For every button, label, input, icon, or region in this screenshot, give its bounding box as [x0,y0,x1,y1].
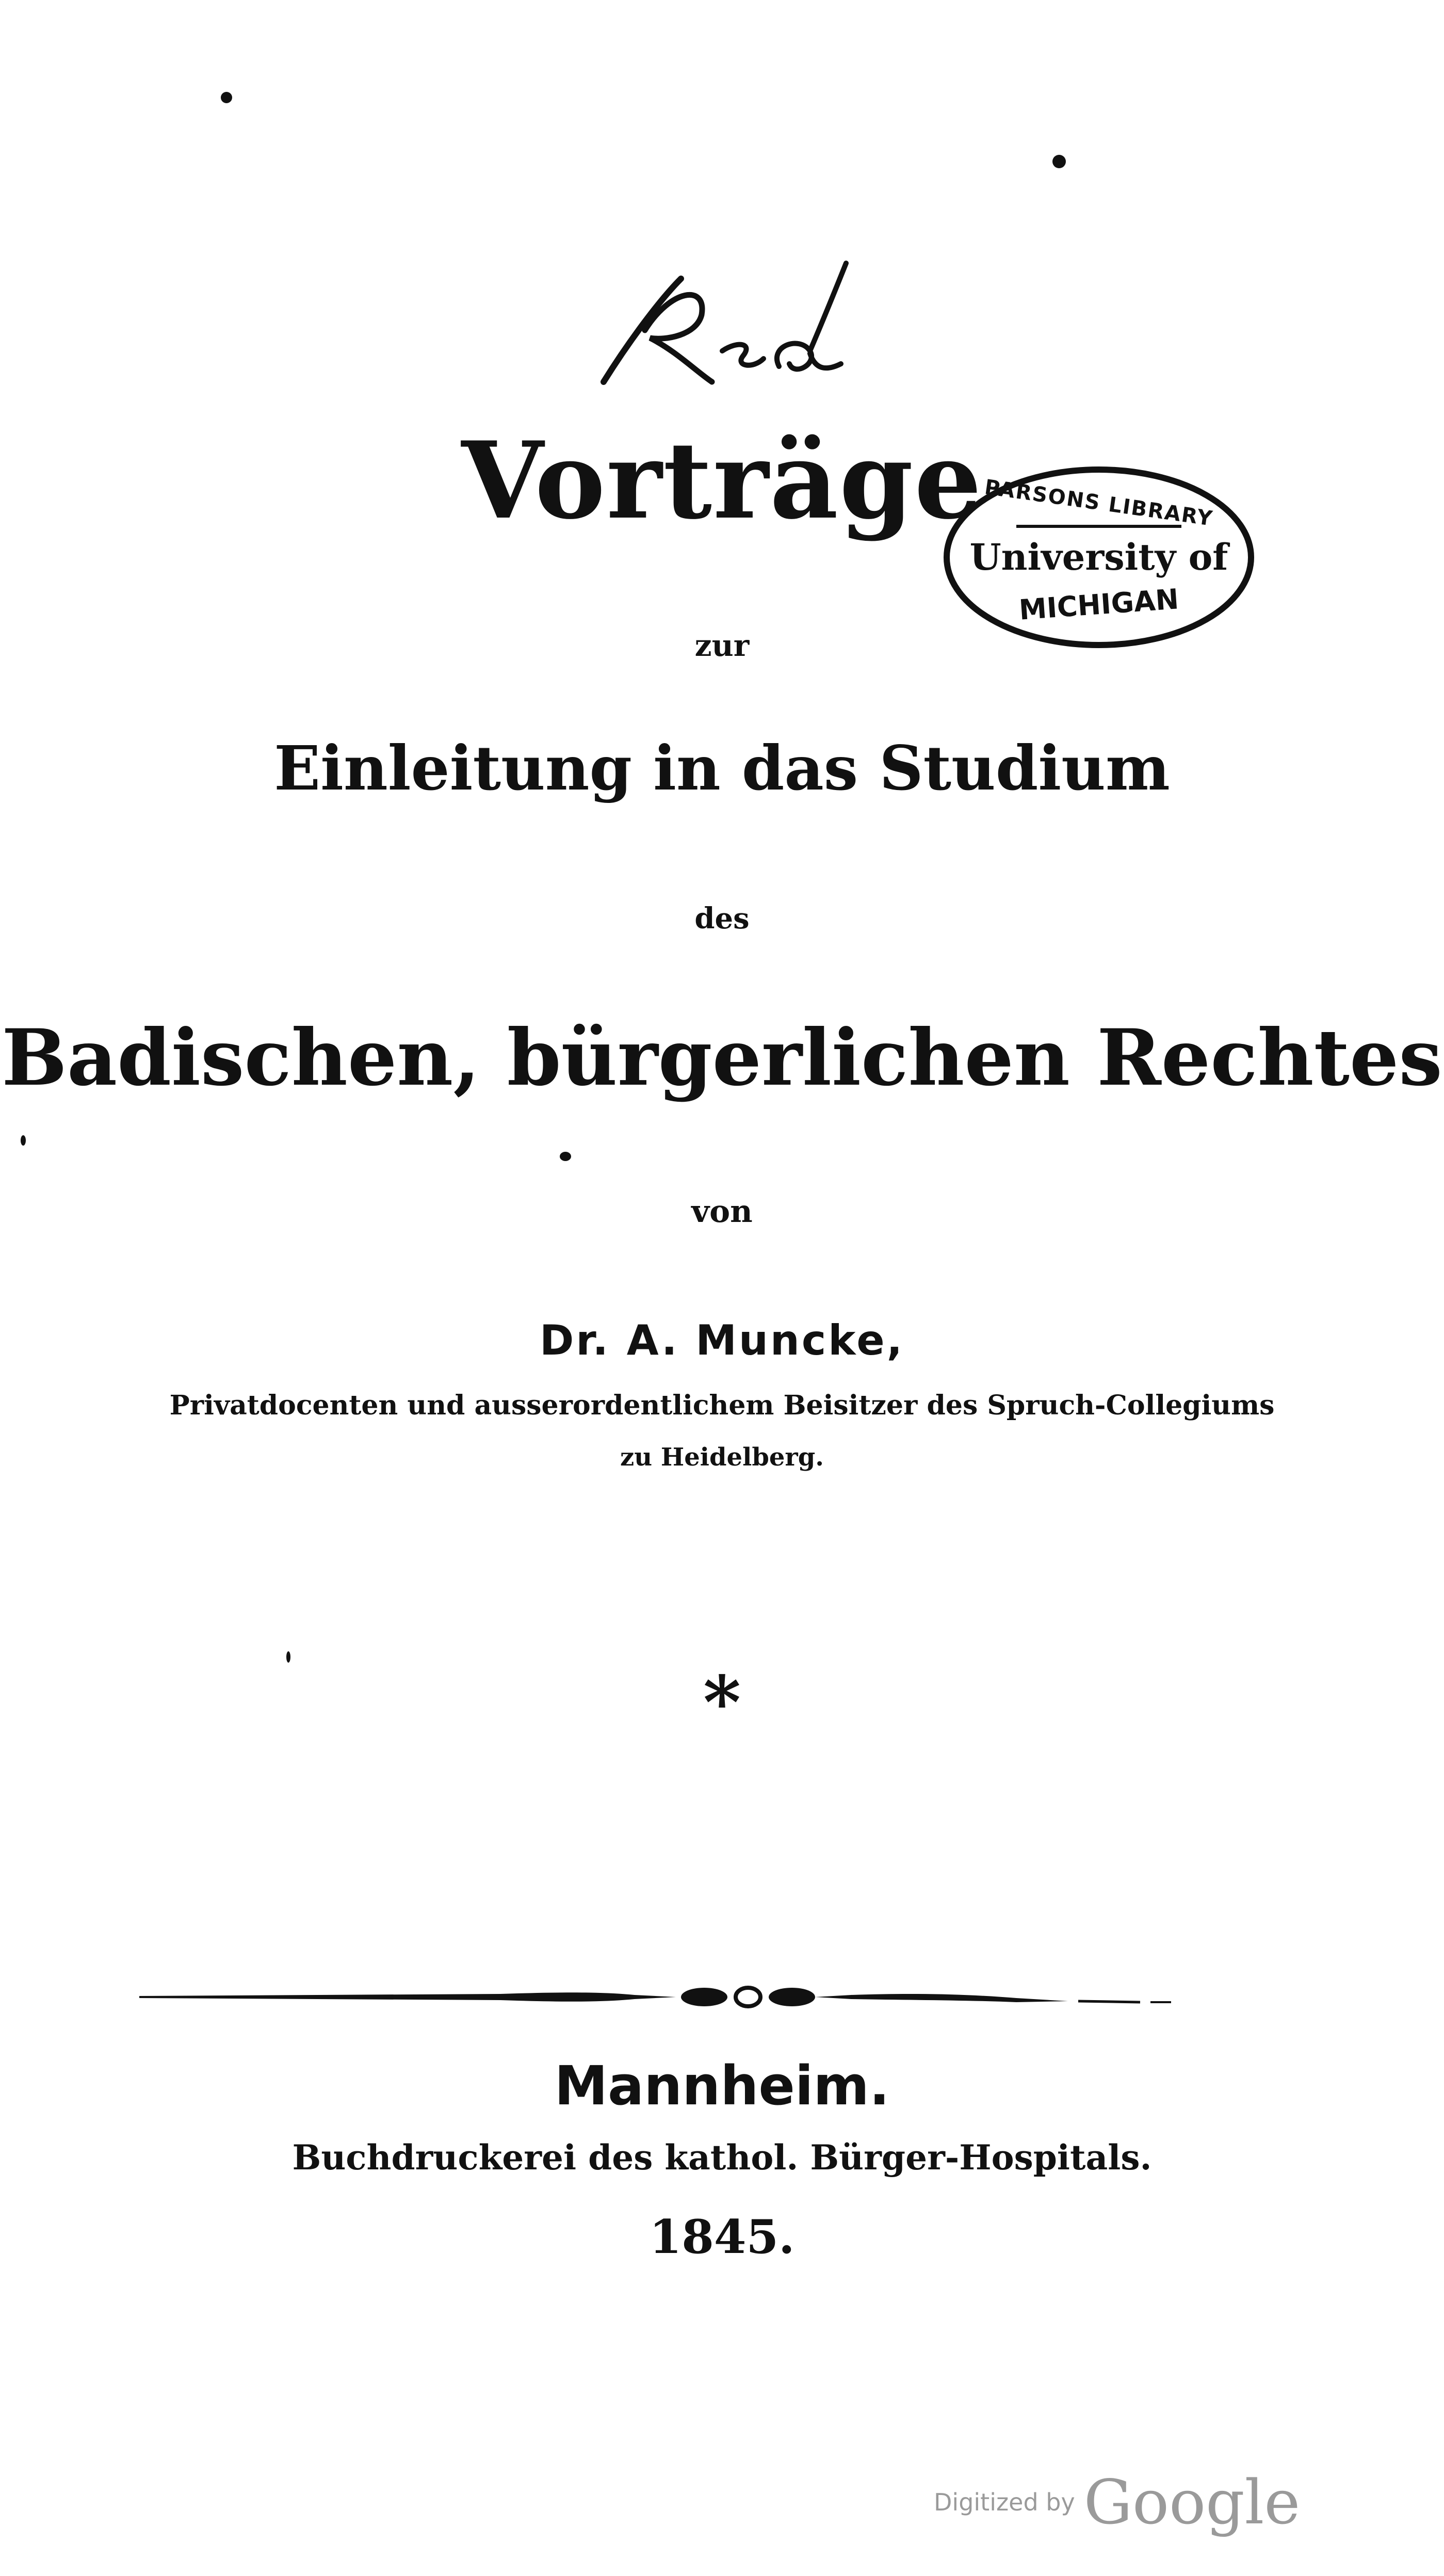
main-subject: Badischen, bürgerlichen Rechtes [2,1012,1442,1103]
print-speck [560,1152,571,1161]
ornamental-divider [139,1971,1171,2023]
handwritten-note [583,253,862,408]
author-location: zu Heidelberg. [620,1443,824,1472]
print-speck [286,1651,290,1663]
book-title: Vorträge [461,419,983,543]
imprint-printer: Buchdruckerei des kathol. Bürger-Hospitals. [292,2137,1152,2178]
stamp-bottom-text: MICHIGAN [1018,583,1180,626]
watermark-brand: Google [1083,2467,1301,2538]
asterisk-ornament: * [703,1661,741,1745]
print-speck [221,92,232,103]
stamp-top-text: PARSONS LIBRARY [983,475,1215,531]
connector-des: des [694,901,750,936]
author-position: Privatdocenten und ausserordentlichem Beisitzer des Spruch-Collegiums [169,1390,1275,1421]
connector-zur: zur [694,628,750,663]
imprint-city: Mannheim. [554,2054,890,2117]
author-name: Dr. A. Muncke, [540,1316,904,1364]
stamp-middle-text: University of [969,536,1228,578]
print-speck [1052,155,1066,168]
imprint-year: 1845. [649,2210,795,2264]
book-subtitle: Einleitung in das Studium [274,732,1170,804]
digitized-watermark [934,2467,1300,2538]
print-speck [21,1135,26,1146]
watermark-prefix: Digitized by [934,2488,1075,2516]
connector-von: von [691,1194,753,1230]
